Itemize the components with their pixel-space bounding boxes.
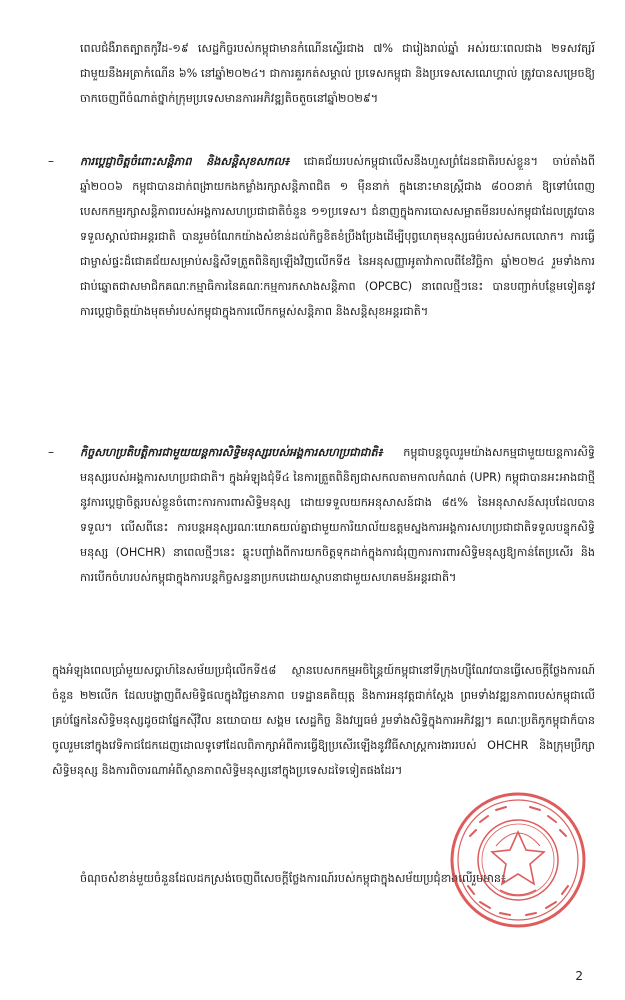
session-paragraph: ក្នុងអំឡុងពេលប្រាំមួយសប្តាហ៍នៃសម័យប្រជុំលើកទី៥៨ ស្ថានបេសកកម្មអចិន្ត្រៃយ៍កម្ពុជានៅទីក្រុងហ្ស៊ឺណែវបានធ្វើសេចក្តីថ្លែងការណ៍ចំនួន ២២លើក ដែលបង្ហាញពីសមិទ្ធិផលក្នុងវិជ្ជមានភាព បទដ្ឋានគតិយុត្ត និងការអនុវត្តជាក់ស្តែង ព្រមទាំងវឌ្ឍនភាពរបស់កម្ពុជាលើគ្រប់ផ្នែកនៃសិទ្ធិមនុស្សដូចជាផ្នែកស៊ីវិល នយោបាយ សង្គម សេដ្ឋកិច្ច និងវប្បធម៌ រួមទាំងសិទ្ធិក្នុងការអភិវឌ្ឍ។ គណៈប្រតិភូកម្ពុជាក៏បានចូលរួមនៅក្នុងវេទិកាជជែកដេញដោលទូទៅដែលពិភាក្សាអំពីការធ្វើឱ្យប្រសើរឡើងនូវវិធីសាស្ត្រការងាររបស់ OHCHR និងក្រុមប្រឹក្សាសិទ្ធិមនុស្ស និងការពិចារណាអំពីស្ថានភាពសិទ្ធិមនុស្សនៅក្នុងប្រទេសដទៃទៀតផងដែរ។: [52, 664, 595, 777]
bullet-text: [80, 149, 595, 324]
bullet-dash: –: [48, 154, 54, 168]
closing-paragraph: ចំណុចសំខាន់មួយចំនួនដែលដកស្រង់ចេញពីសេចក្តីថ្លែងការណ៍របស់កម្ពុជាក្នុងសម័យប្រជុំខាងលើរួមមាន៖: [80, 872, 506, 885]
official-red-seal-icon: [448, 790, 588, 930]
bullet-dash: –: [48, 445, 54, 459]
bullet-title: ការប្តេជ្ញាចិត្តចំពោះសន្តិភាព និងសន្តិសុខសកល៖: [80, 155, 290, 168]
bullet-title: កិច្ចសហប្រតិបត្តិការជាមួយយន្តការសិទ្ធិមនុស្សរបស់អង្គការសហប្រជាជាតិ៖: [80, 446, 383, 459]
bullet-body: កម្ពុជាបន្តចូលរួមយ៉ាងសកម្មជាមួយយន្តការសិទ្ធិមនុស្សរបស់អង្គការសហប្រជាជាតិ។ ក្នុងអំឡុងជុំទី៤ នៃការត្រួតពិនិត្យជាសកលតាមកាលកំណត់ (UPR) កម្ពុជាបានអះអាងជាថ្មីនូវការប្តេជ្ញាចិត្តរបស់ខ្លួនចំពោះការការពារសិទ្ធិមនុស្ស ដោយទទួលយកអនុសាសន៍ជាង ៨៥% នៃអនុសាសន៍សរុបដែលបានទទួល។ លើសពីនេះ ការបន្តអនុស្សរណៈយោគយល់គ្នាជាមួយការិយាល័យឧត្តមស្នងការអង្គការសហប្រជាជាតិទទួលបន្ទុកសិទ្ធិមនុស្ស (OHCHR) នាពេលថ្មីៗនេះ ឆ្លុះបញ្ចាំងពីការយកចិត្តទុកដាក់ក្នុងការជំរុញការការពារសិទ្ធិមនុស្សឱ្យកាន់តែប្រសើរ និងការបើកចំហរបស់កម្ពុជាក្នុងការបន្តកិច្ចសន្ទនាប្រកបដោយស្ថាបនាជាមួយសហគមន៍អន្តរជាតិ។: [80, 446, 595, 584]
bullet-body: ជោគជ័យរបស់កម្ពុជាលើសនឹងហួសព្រំដែនជាតិរបស់ខ្លួន។ ចាប់តាំងពីឆ្នាំ២០០៦ កម្ពុជាបានដាក់ពង្រាយកងកម្លាំងរក្សាសន្តិភាពជិត ១ ម៉ឺននាក់ ក្នុងនោះមានស្ត្រីជាង ៨០០នាក់ ឱ្យទៅបំពេញបេសកកម្មរក្សាសន្តិភាពរបស់អង្គការសហប្រជាជាតិចំនួន ១១ប្រទេស។ ជំនាញក្នុងការបោសសម្អាតមីនរបស់កម្ពុជាដែលត្រូវបានទទួលស្គាល់ជាអន្តរជាតិ បានរួមចំណែកយ៉ាងសំខាន់ដល់កិច្ចខិតខំប្រឹងប្រែងដើម្បីបុព្វហេតុមនុស្សធម៌របស់សកលលោក។ ការធ្វើជាម្ចាស់ផ្ទះដ៏ជោគជ័យសម្រាប់សន្និសីទត្រួតពិនិត្យឡើងវិញលើកទី៥ នៃអនុសញ្ញាអូតាវ៉ាកាលពីខែវិច្ឆិកា ឆ្នាំ២០២៤ រួមទាំងការជាប់ឆ្នោតជាសមាជិកគណៈកម្មាធិការនៃគណៈកម្មការកសាងសន្តិភាព (OPCBC) នាពេលថ្មីៗនេះ បានបញ្ជាក់បន្ថែមទៀតនូវការប្តេជ្ញាចិត្តយ៉ាងមុតមាំរបស់កម្ពុជាក្នុងការលើកកម្ពស់សន្តិភាព និងសន្តិសុខអន្តរជាតិ។: [80, 155, 595, 318]
bullet-text: [80, 440, 595, 590]
page-number: 2: [575, 969, 583, 983]
intro-paragraph: ពេលជំងឺរាតត្បាតកូវីដ-១៩ សេដ្ឋកិច្ចរបស់កម្ពុជាមានកំណើនស្ទើរជាង ៧% ជារៀងរាល់ឆ្នាំ អស់រយៈពេលជាង ២ទសវត្សរ៍ ជាមួយនឹងអត្រាកំណើន ៦% នៅឆ្នាំ២០២៤។ ជាការគួរកត់សម្គាល់ ប្រទេសកម្ពុជា និងប្រទេសសេណេហ្គាល់ ត្រូវបានសម្រេចឱ្យចាកចេញពីចំណាត់ថ្នាក់ក្រុមប្រទេសមានការអភិវឌ្ឍតិចតួចនៅឆ្នាំ២០២៩។: [80, 42, 595, 105]
